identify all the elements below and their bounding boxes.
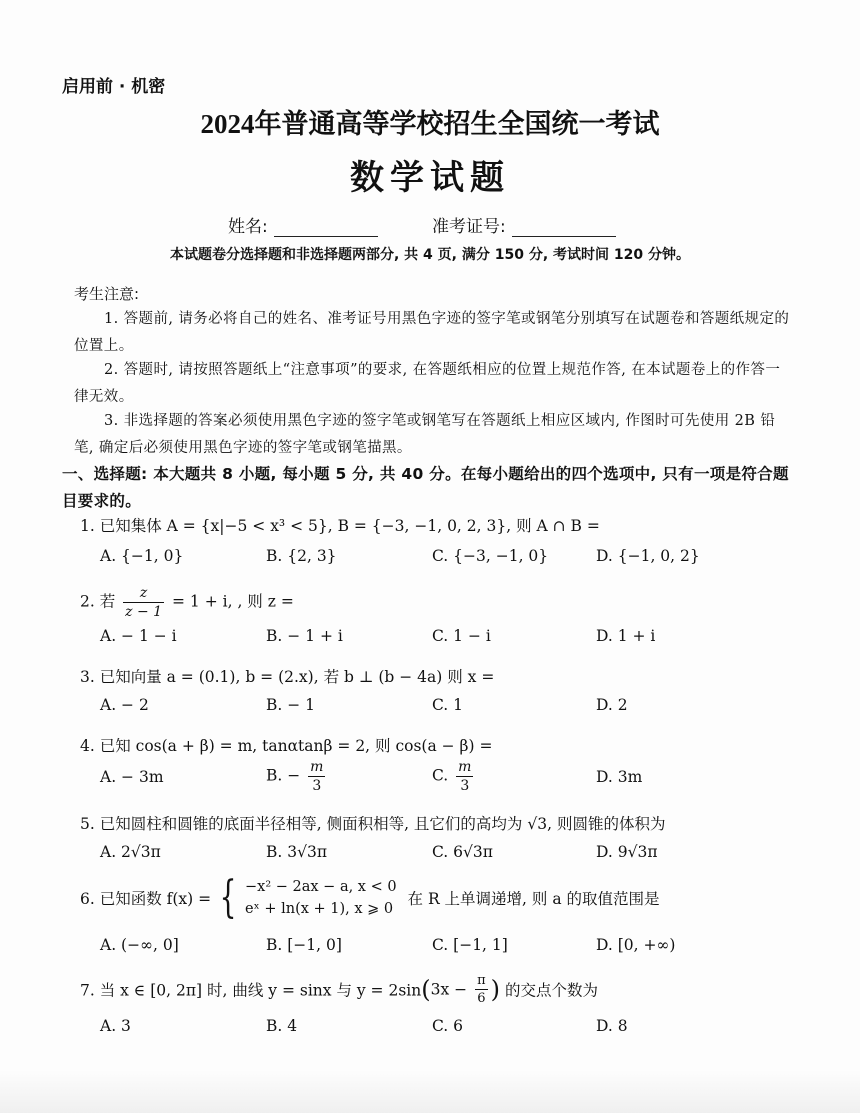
- question-7-fraction-denominator: 6: [477, 991, 486, 1006]
- question-6-piecewise-cases: [245, 876, 397, 920]
- question-7-inner: 3x −: [430, 980, 468, 999]
- question-4-option-c-fraction: [456, 760, 473, 793]
- notice-heading: 考生注意:: [74, 285, 140, 303]
- question-4-option-c-denominator: 3: [460, 778, 470, 794]
- question-1-option-d: D. {−1, 0, 2}: [596, 547, 700, 565]
- question-2-fraction: [123, 586, 164, 619]
- question-5-stem: 5. 已知圆柱和圆锥的底面半径相等, 侧面积相等, 且它们的高均为 √3, 则圆锥的体积为: [80, 815, 666, 833]
- question-6-case-2: eˣ + ln(x + 1), x ⩾ 0: [245, 901, 394, 917]
- question-6-suffix: 在 R 上单调递增, 则 a 的取值范围是: [407, 890, 660, 908]
- question-4-option-b-fraction: [308, 760, 325, 793]
- left-brace-icon: {: [219, 872, 237, 923]
- question-7-option-b: B. 4: [266, 1017, 298, 1035]
- confidential-label: 启用前 · 机密: [62, 77, 166, 97]
- question-6-option-c: C. [−1, 1]: [432, 936, 508, 954]
- question-4-option-b-numerator: m: [310, 759, 324, 775]
- question-4-option-a: A. − 3m: [100, 768, 164, 786]
- question-6-option-b: B. [−1, 0]: [266, 936, 342, 954]
- question-2-option-c: C. 1 − i: [432, 627, 491, 645]
- question-2-stem: [80, 586, 294, 619]
- exam-id-field[interactable]: [432, 212, 616, 237]
- question-4-option-c-numerator: m: [458, 759, 472, 775]
- exam-sub-title: 数学试题: [350, 160, 510, 197]
- name-blank-line[interactable]: [274, 220, 378, 237]
- question-1-option-a: A. {−1, 0}: [100, 547, 184, 565]
- question-5-option-b: B. 3√3π: [266, 843, 328, 861]
- question-6-option-d: D. [0, +∞): [596, 936, 676, 954]
- question-1-option-b: B. {2, 3}: [266, 547, 337, 565]
- question-2-option-a: A. − 1 − i: [100, 627, 177, 645]
- question-7-option-a: A. 3: [100, 1017, 131, 1035]
- question-7-prefix: 7. 当 x ∈ [0, 2π] 时, 曲线 y = sinx 与 y = 2sin: [80, 981, 422, 1000]
- notice-item-1: 1. 答题前, 请务必将自己的姓名、准考证号用黑色字迹的签字笔或钢笔分别填写在试题卷和答题纸规定的位置上。: [74, 311, 790, 354]
- question-4-option-b: [266, 760, 328, 793]
- question-7-stem: [80, 974, 598, 1005]
- question-6-option-a: A. (−∞, 0]: [100, 936, 179, 954]
- question-4-option-d: D. 3m: [596, 768, 643, 786]
- section-heading: 一、选择题: 本大题共 8 小题, 每小题 5 分, 共 40 分。在每小题给出的四个选项中, 只有一项是符合题目要求的。: [62, 465, 789, 510]
- question-3-option-c: C. 1: [432, 696, 464, 714]
- notice-item-3: 3. 非选择题的答案必须使用黑色字迹的签字笔或钢笔写在答题纸上相应区域内, 作图时可先使用 2B 铅笔, 确定后必须使用黑色字迹的签字笔或钢笔描黑。: [74, 413, 776, 456]
- question-7-fraction: [475, 974, 488, 1005]
- question-5-option-a: A. 2√3π: [100, 843, 161, 861]
- question-1-stem: 1. 已知集体 A = {x|−5 < x³ < 5}, B = {−3, −1, 0, 2, 3}, 则 A ∩ B =: [80, 517, 600, 535]
- question-2-fraction-numerator: z: [123, 586, 164, 603]
- page-bottom-shadow: [0, 1070, 860, 1113]
- question-3-option-b: B. − 1: [266, 696, 316, 714]
- question-7-option-d: D. 8: [596, 1017, 628, 1035]
- name-field[interactable]: [228, 212, 378, 237]
- question-2-fraction-denominator: z − 1: [125, 604, 163, 620]
- question-2-option-d: D. 1 + i: [596, 627, 656, 645]
- question-6-prefix: 6. 已知函数 f(x) =: [80, 890, 212, 908]
- question-4-option-b-denominator: 3: [312, 778, 322, 794]
- question-4-option-c-prefix: C.: [432, 766, 449, 785]
- exam-intro: 本试题卷分选择题和非选择题两部分, 共 4 页, 满分 150 分, 考试时间 120 分钟。: [169, 247, 690, 263]
- question-7-option-c: C. 6: [432, 1017, 464, 1035]
- right-paren-icon: ): [490, 975, 500, 1004]
- question-2-option-b: B. − 1 + i: [266, 627, 343, 645]
- question-5-option-d: D. 9√3π: [596, 843, 658, 861]
- notice-item-2: 2. 答题时, 请按照答题纸上“注意事项”的要求, 在答题纸相应的位置上规范作答, 在本试题卷上的作答一律无效。: [74, 362, 781, 405]
- question-5-option-c: C. 6√3π: [432, 843, 493, 861]
- exam-id-label: 准考证号:: [432, 217, 506, 237]
- question-4-option-c: [432, 760, 476, 793]
- question-6-stem: [80, 872, 660, 923]
- exam-id-blank-line[interactable]: [512, 220, 616, 237]
- exam-main-title: 2024年普通高等学校招生全国统一考试: [200, 109, 660, 139]
- question-4-option-b-prefix: B. −: [266, 766, 301, 785]
- question-3-stem: 3. 已知向量 a = (0.1), b = (2.x), 若 b ⊥ (b − 4a) 则 x =: [80, 668, 495, 686]
- question-4-stem: 4. 已知 cos(a + β) = m, tanαtanβ = 2, 则 cos(a − β) =: [80, 737, 493, 755]
- name-label: 姓名:: [228, 217, 268, 237]
- question-7-suffix: 的交点个数为: [504, 981, 598, 1000]
- question-3-option-d: D. 2: [596, 696, 628, 714]
- question-6-case-1: −x² − 2ax − a, x < 0: [245, 879, 397, 895]
- question-7-fraction-numerator: π: [477, 973, 486, 988]
- question-1-option-c: C. {−3, −1, 0}: [432, 547, 549, 565]
- left-paren-icon: (: [421, 975, 431, 1004]
- question-3-option-a: A. − 2: [100, 696, 149, 714]
- question-2-suffix: = 1 + i, , 则 z =: [172, 592, 294, 611]
- question-2-prefix: 2. 若: [80, 592, 116, 611]
